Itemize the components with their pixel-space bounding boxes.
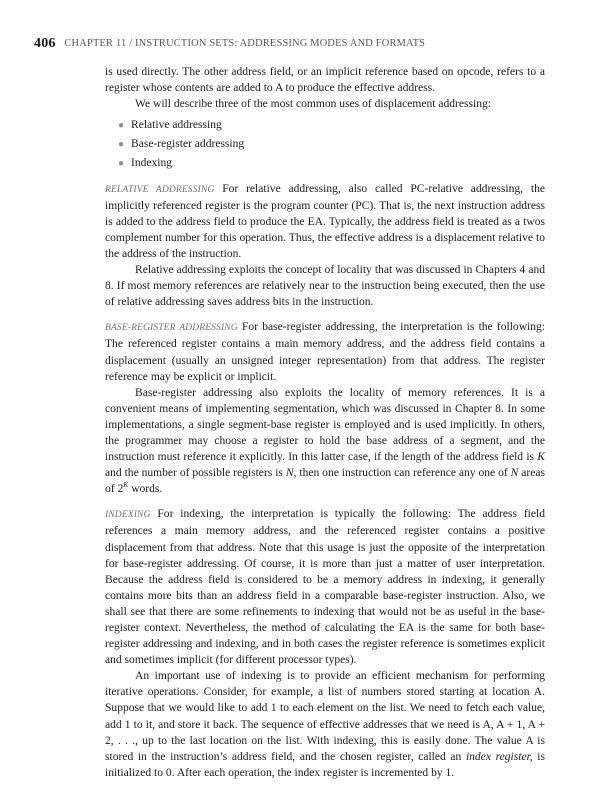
section-heading: RELATIVE ADDRESSING [105,183,215,195]
bullet-icon: ● [118,139,125,151]
paragraph: Relative addressing exploits the concept of locality that was discussed in Chapters 4 and 8. If most memory references are relatively near to the instruction being executed, then the use of relative addressing saves address bits in the instruction. [105,264,545,309]
paragraph: is used directly. The other address field, or an implicit reference based on opcode, refers to a register whose contents are added to A to produce the effective address. [105,66,545,95]
section-base-register-addressing [105,319,545,384]
section-heading: BASE-REGISTER ADDRESSING [105,322,238,334]
running-head-title: CHAPTER 11 / INSTRUCTION SETS: ADDRESSING MODES AND FORMATS [64,38,426,49]
section-indexing [105,506,545,668]
bullet-icon: ● [118,158,125,170]
variable-n: N [510,467,519,480]
bullet-icon: ● [118,120,125,132]
paragraph: For base-register addressing, the interpretation is the following: The referenced register contains a main memory address, and the address field contains a displacement (usually an unsigned integer representation) from that address. The register reference may be explicit or implicit. [105,321,546,383]
list-item: ● Base-register addressing [105,136,545,152]
paragraph: For indexing, the interpretation is typically the following: The address field references a main memory address, and the referenced register contains a positive displacement from that address. Note that this usage is just the opposite of the interpretation for base-register addressing. Of course, it is more than just a matter of user interpretation. Because the address field is considered to be a memory address in indexing, it generally contains more bits than an address field in a comparable base-register instruction. Also, we shall see that there are some refinements to indexing that would not be as useful in the base-register context. Nevertheless, the method of calculating the EA is the same for both base-register addressing and indexing, and in both cases the register reference is sometimes explicit and sometimes implicit (for different processor types). [105,508,545,667]
body-text [105,64,545,781]
paragraph: We will describe three of the most common uses of displacement addressing: [135,98,491,111]
term-index-register: index register, [465,750,533,763]
list-item: ● Indexing [105,155,545,171]
page-number: 406 [34,36,56,51]
paragraph: For relative addressing, also called PC-relative addressing, the implicitly referenced register is the program counter (PC). That is, the next instruction address is added to the address field to produce the EA. Typically, the address field is treated as a twos complement number for this operation. Thus, the effective address is a displacement relative to the address of the instruction. [105,182,545,260]
variable-k-exponent: K [123,480,129,490]
variable-k: K [537,451,545,464]
section-heading: INDEXING [105,509,151,521]
section-relative-addressing [105,181,545,262]
paragraph: Base-register addressing also exploits the locality of memory references. It is a convenient means of implementing segmentation, which was discussed in Chapter 8. In some implementations, a single segment-base register is employed and is used implicitly. In others, the programmer may choose a register to hold the base address of a segment, and the instruction must reference it explicitly. In this latter case, if the length of the address field is K and the number of possible registers is N, then one instruction can reference any one of N areas of $2^K$ words. [105,386,546,496]
list-item: ● Relative addressing [105,117,545,133]
running-header [34,36,574,52]
paragraph: An important use of indexing is to provide an efficient mechanism for performing iterative operations. Consider, for example, a list of numbers stored starting at location A. Suppose that we would like to add 1 to each element on the list. We need to fetch each value, add 1 to it, and store it back. The sequence of effective addresses that we need is A, A + 1, A + 2, . . ., up to the last location on the list. With indexing, this is easily done. The value A is stored in the instruction’s address field, and the chosen register, called an index register, is initialized to 0. After each operation, the index register is incremented by 1. [105,670,545,779]
bullet-list [105,117,545,171]
variable-n: N [285,467,294,480]
